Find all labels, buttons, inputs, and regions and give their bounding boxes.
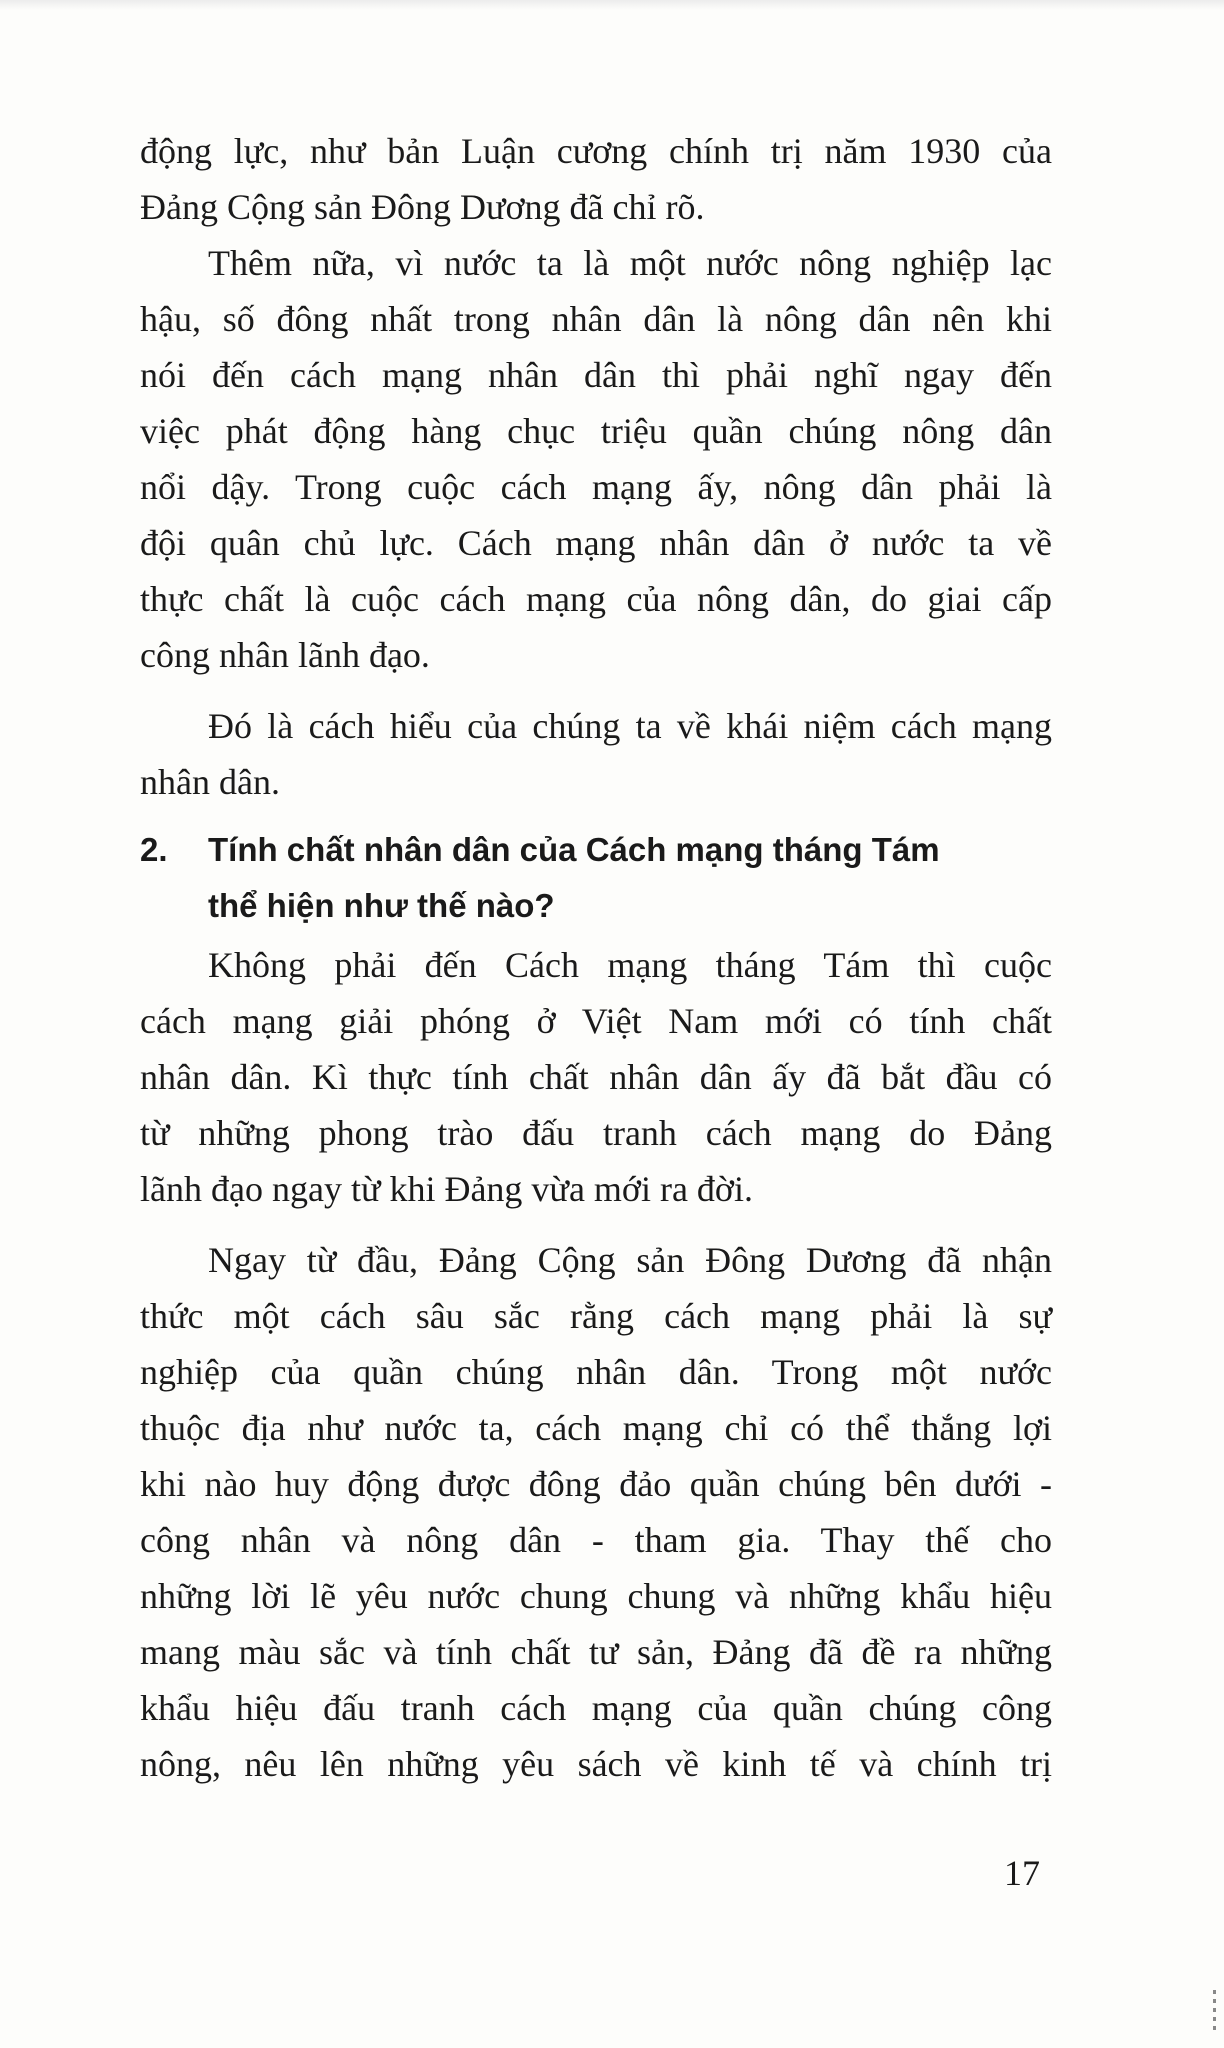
paragraph-2-line-2: hậu, số đông nhất trong nhân dân là nông dân nên khi [140,299,1052,339]
paragraph-5-line-3: nghiệp của quần chúng nhân dân. Trong một nước [140,1352,1052,1392]
paragraph-3-line-2: nhân dân. [140,762,280,802]
paragraph-2-line-6: đội quân chủ lực. Cách mạng nhân dân ở nước ta về [140,523,1052,563]
paragraph-4-line-2: cách mạng giải phóng ở Việt Nam mới có tính chất [140,1001,1052,1041]
paragraph-5-line-1: Ngay từ đầu, Đảng Cộng sản Đông Dương đã nhận [208,1240,1052,1280]
paragraph-2-line-8: công nhân lãnh đạo. [140,635,430,675]
paragraph-5-line-8: mang màu sắc và tính chất tư sản, Đảng đã đề ra những [140,1632,1052,1672]
paragraph-5-line-4: thuộc địa như nước ta, cách mạng chỉ có thể thắng lợi [140,1408,1052,1448]
section-heading-number: 2. [140,831,168,868]
paragraph-3-line-1: Đó là cách hiểu của chúng ta về khái niệm cách mạng [208,706,1052,746]
section-heading-line-1: Tính chất nhân dân của Cách mạng tháng Tám [208,831,940,868]
paragraph-5-line-6: công nhân và nông dân - tham gia. Thay thế cho [140,1520,1052,1560]
paragraph-1-line-1: động lực, như bản Luận cương chính trị năm 1930 của [140,131,1052,171]
page-edge-mark [1213,1990,1216,2030]
paragraph-5-line-5: khi nào huy động được đông đảo quần chúng bên dưới - [140,1464,1052,1504]
paragraph-4-line-3: nhân dân. Kì thực tính chất nhân dân ấy đã bắt đầu có [140,1057,1052,1097]
paragraph-5-line-7: những lời lẽ yêu nước chung chung và những khẩu hiệu [140,1576,1052,1616]
paragraph-2-line-1: Thêm nữa, vì nước ta là một nước nông nghiệp lạc [208,243,1052,283]
paragraph-5-line-9: khẩu hiệu đấu tranh cách mạng của quần chúng công [140,1688,1052,1728]
top-edge-shadow [0,0,1224,10]
paragraph-4-line-5: lãnh đạo ngay từ khi Đảng vừa mới ra đời. [140,1169,753,1209]
page-number: 17 [1004,1853,1040,1893]
paragraph-5-line-2: thức một cách sâu sắc rằng cách mạng phải là sự [140,1296,1052,1336]
paragraph-1-line-2: Đảng Cộng sản Đông Dương đã chỉ rõ. [140,187,705,227]
paragraph-4-line-4: từ những phong trào đấu tranh cách mạng do Đảng [140,1113,1052,1153]
paragraph-2-line-3: nói đến cách mạng nhân dân thì phải nghĩ ngay đến [140,355,1052,395]
paragraph-5-line-10: nông, nêu lên những yêu sách về kinh tế và chính trị [140,1744,1052,1784]
section-heading-line-2: thể hiện như thế nào? [208,887,555,924]
paragraph-4-line-1: Không phải đến Cách mạng tháng Tám thì cuộc [208,945,1052,985]
paragraph-2-line-4: việc phát động hàng chục triệu quần chúng nông dân [140,411,1052,451]
paragraph-2-line-5: nổi dậy. Trong cuộc cách mạng ấy, nông dân phải là [140,467,1052,507]
paragraph-2-line-7: thực chất là cuộc cách mạng của nông dân, do giai cấp [140,579,1052,619]
